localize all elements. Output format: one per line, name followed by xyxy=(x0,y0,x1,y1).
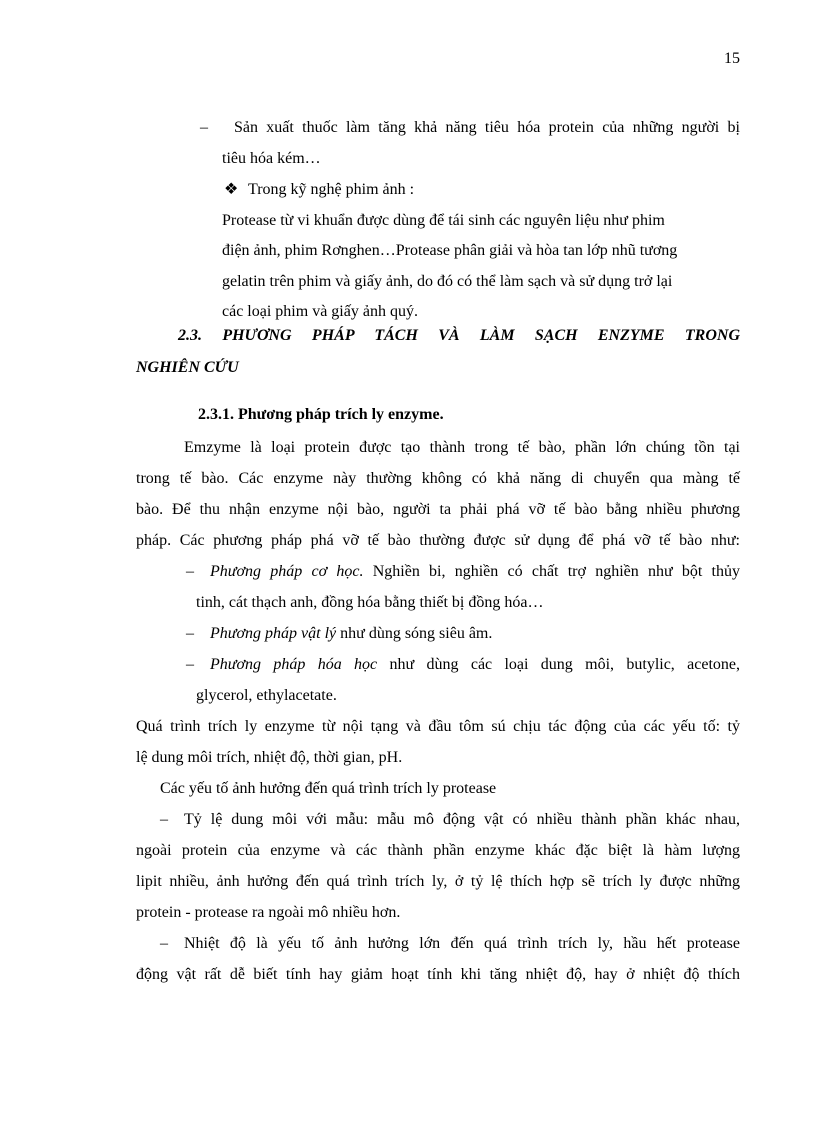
text-line: Các yếu tố ảnh hưởng đến quá trình trích ly protease xyxy=(160,780,497,797)
text-line: trong tế bào. Các enzyme này thường không có khả năng di chuyển qua màng tế xyxy=(136,470,740,487)
section-heading-cont: NGHIÊN CỨU xyxy=(136,359,239,376)
method-line xyxy=(210,624,492,644)
text-line: tiêu hóa kém… xyxy=(222,150,321,167)
method-name: Phương pháp cơ học. xyxy=(210,563,364,580)
text-line: Tỷ lệ dung môi với mẫu: mẫu mô động vật có nhiều thành phần khác nhau, xyxy=(184,811,740,828)
text-line: các loại phim và giấy ảnh quý. xyxy=(222,303,418,320)
method-desc: như dùng các loại dung môi, butylic, acetone, xyxy=(377,656,740,673)
method-line xyxy=(210,655,740,675)
text-line: Quá trình trích ly enzyme từ nội tạng và đầu tôm sú chịu tác động của các yếu tố: tỷ xyxy=(136,718,740,735)
dash-bullet: – xyxy=(186,563,194,580)
method-name: Phương pháp hóa học xyxy=(210,656,378,673)
text-line: glycerol, ethylacetate. xyxy=(196,687,337,704)
text-line: tinh, cát thạch anh, đồng hóa bằng thiết bị đồng hóa… xyxy=(196,594,544,611)
method-line xyxy=(210,562,740,582)
diamond-bullet-icon: ❖ xyxy=(224,181,239,198)
bullet-text: Trong kỹ nghệ phim ảnh : xyxy=(248,181,415,198)
dash-bullet: – xyxy=(186,656,194,673)
dash-bullet: – xyxy=(200,119,208,136)
dash-bullet: – xyxy=(160,811,168,828)
text-line: ngoài protein của enzyme và các thành phần enzyme khác đặc biệt là hàm lượng xyxy=(136,842,740,859)
text-line: điện ảnh, phim Rơnghen…Protease phân giải và hòa tan lớp nhũ tương xyxy=(222,242,678,259)
method-name: Phương pháp vật lý xyxy=(210,625,337,642)
method-desc: Nghiền bi, nghiền có chất trợ nghiền như bột thủy xyxy=(363,563,741,580)
page-number: 15 xyxy=(724,50,740,67)
subsection-heading: 2.3.1. Phương pháp trích ly enzyme. xyxy=(198,406,444,423)
method-desc: như dùng sóng siêu âm. xyxy=(336,625,493,642)
section-heading: 2.3. PHƯƠNG PHÁP TÁCH VÀ LÀM SẠCH ENZYME TRONG xyxy=(178,327,740,344)
text-line: gelatin trên phim và giấy ảnh, do đó có thể làm sạch và sử dụng trở lại xyxy=(222,273,673,290)
text-line: Sản xuất thuốc làm tăng khả năng tiêu hóa protein của những người bị xyxy=(234,119,740,136)
text-line: protein - protease ra ngoài mô nhiều hơn. xyxy=(136,904,401,921)
text-line: Nhiệt độ là yếu tố ảnh hưởng lớn đến quá trình trích ly, hầu hết protease xyxy=(184,935,740,952)
text-line: lệ dung môi trích, nhiệt độ, thời gian, pH. xyxy=(136,749,403,766)
text-line: Protease từ vi khuẩn được dùng để tái sinh các nguyên liệu như phim xyxy=(222,212,665,229)
text-line: lipit nhiều, ảnh hưởng đến quá trình trích ly, ở tỷ lệ thích hợp sẽ trích ly được những xyxy=(136,873,740,890)
text-line: Emzyme là loại protein được tạo thành trong tế bào, phần lớn chúng tồn tại xyxy=(184,439,740,456)
text-line: pháp. Các phương pháp phá vỡ tế bào thường được sử dụng để phá vỡ tế bào như: xyxy=(136,532,740,549)
text-line: động vật rất dễ biết tính hay giảm hoạt tính khi tăng nhiệt độ, hay ở nhiệt độ thích xyxy=(136,966,740,983)
dash-bullet: – xyxy=(186,625,194,642)
text-line: bào. Để thu nhận enzyme nội bào, người ta phải phá vỡ tế bào bằng nhiều phương xyxy=(136,501,740,518)
bullet-line xyxy=(224,180,414,200)
dash-bullet: – xyxy=(160,935,168,952)
